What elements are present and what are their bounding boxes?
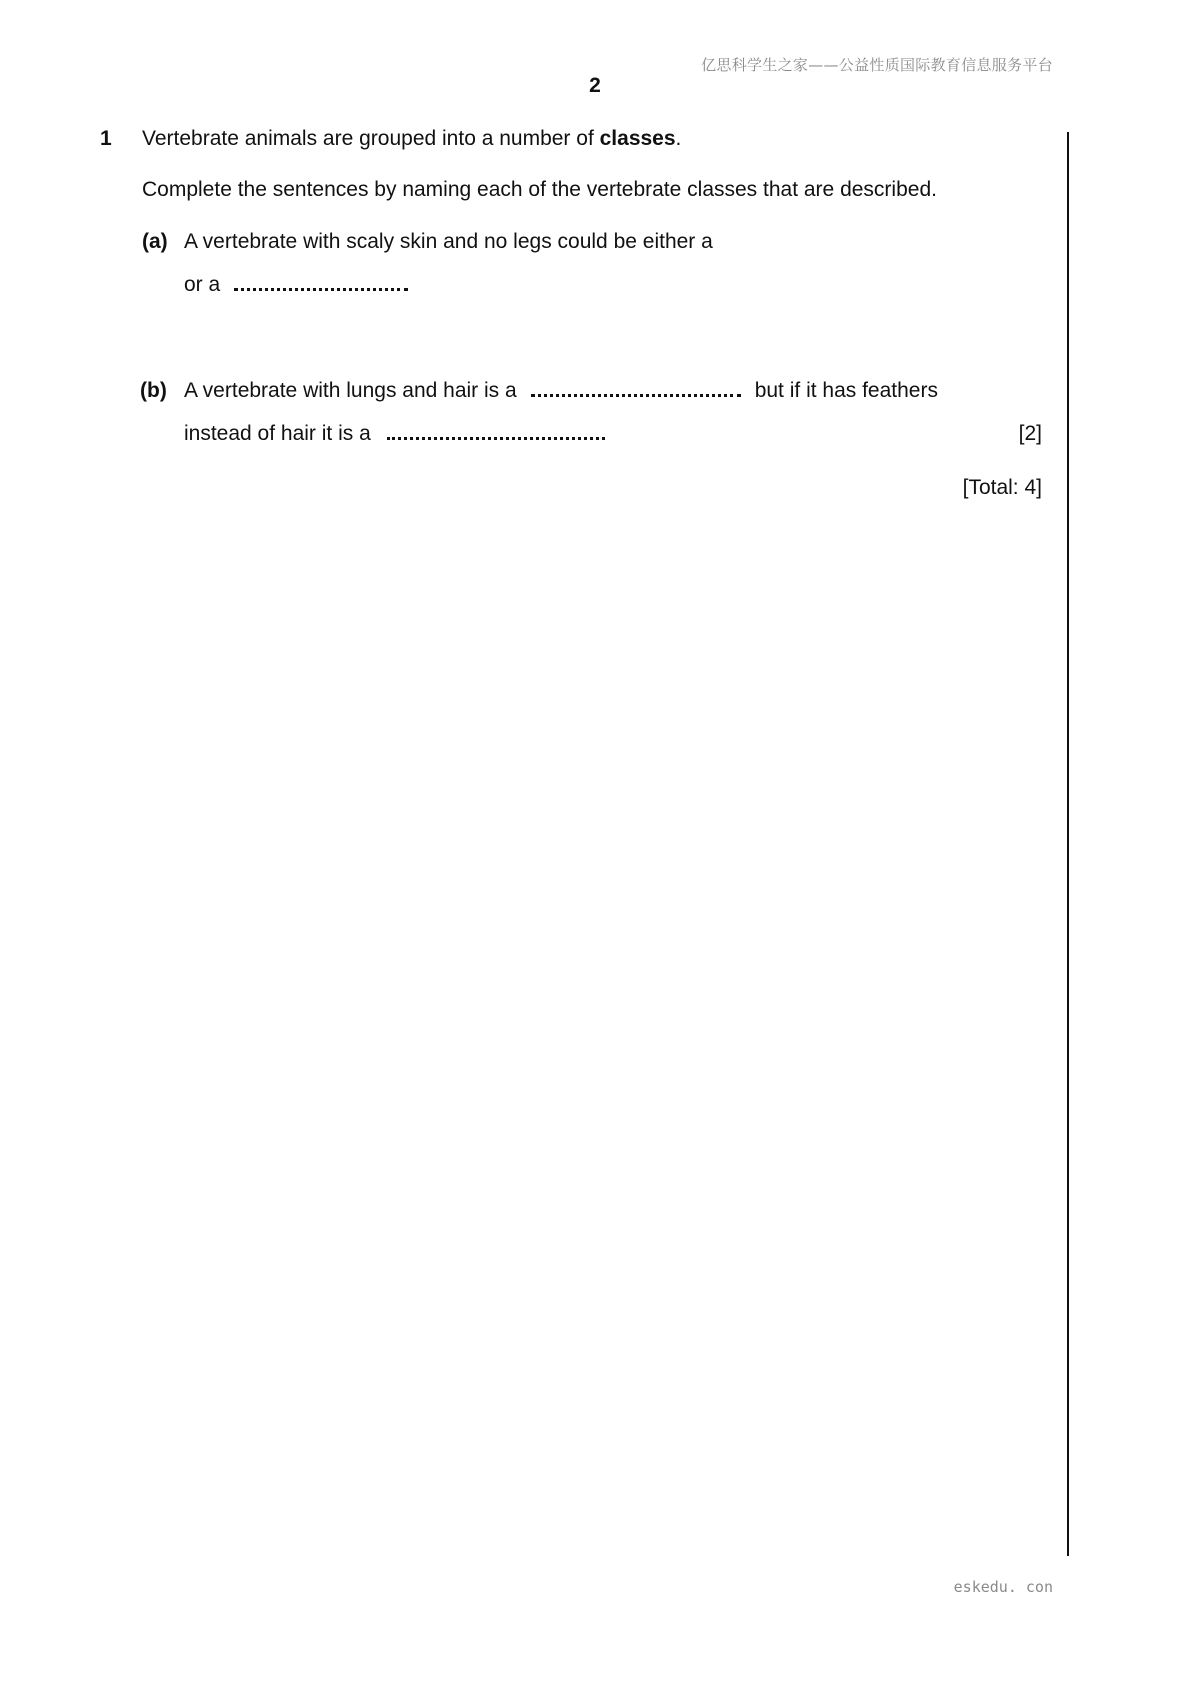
watermark-header: 亿思科学生之家——公益性质国际教育信息服务平台	[701, 56, 1053, 74]
page-number: 2	[589, 74, 601, 97]
answer-blank-b1[interactable]	[531, 386, 741, 397]
part-a-line2-text: or a	[184, 273, 221, 296]
part-a-text: A vertebrate with scaly skin and no legs could be either a	[184, 230, 713, 253]
watermark-footer: eskedu. con	[953, 1578, 1053, 1596]
question-number: 1	[100, 127, 112, 150]
part-b-line2-text: instead of hair it is a	[184, 422, 371, 445]
question-stem	[142, 126, 681, 152]
question-stem-end: .	[675, 127, 682, 150]
margin-rule	[1067, 132, 1069, 1556]
question-stem-text: Vertebrate animals are grouped into a number of	[142, 127, 600, 150]
part-b-label: (b)	[140, 379, 167, 402]
part-b-line1-text: A vertebrate with lungs and hair is a	[184, 379, 517, 402]
part-a-label: (a)	[142, 230, 168, 253]
question-instruction: Complete the sentences by naming each of the vertebrate classes that are described.	[142, 178, 937, 201]
question-stem-bold: classes	[599, 127, 676, 150]
part-b-line1	[184, 378, 938, 404]
answer-blank-b2[interactable]	[387, 429, 605, 440]
part-a-line2	[184, 272, 408, 298]
total-marks: [Total: 4]	[962, 476, 1042, 499]
part-b-marks: [2]	[1018, 422, 1042, 445]
part-b-line2	[184, 421, 605, 447]
answer-blank-a2[interactable]	[234, 280, 408, 291]
part-b-line1-suffix: but if it has feathers	[754, 379, 938, 402]
